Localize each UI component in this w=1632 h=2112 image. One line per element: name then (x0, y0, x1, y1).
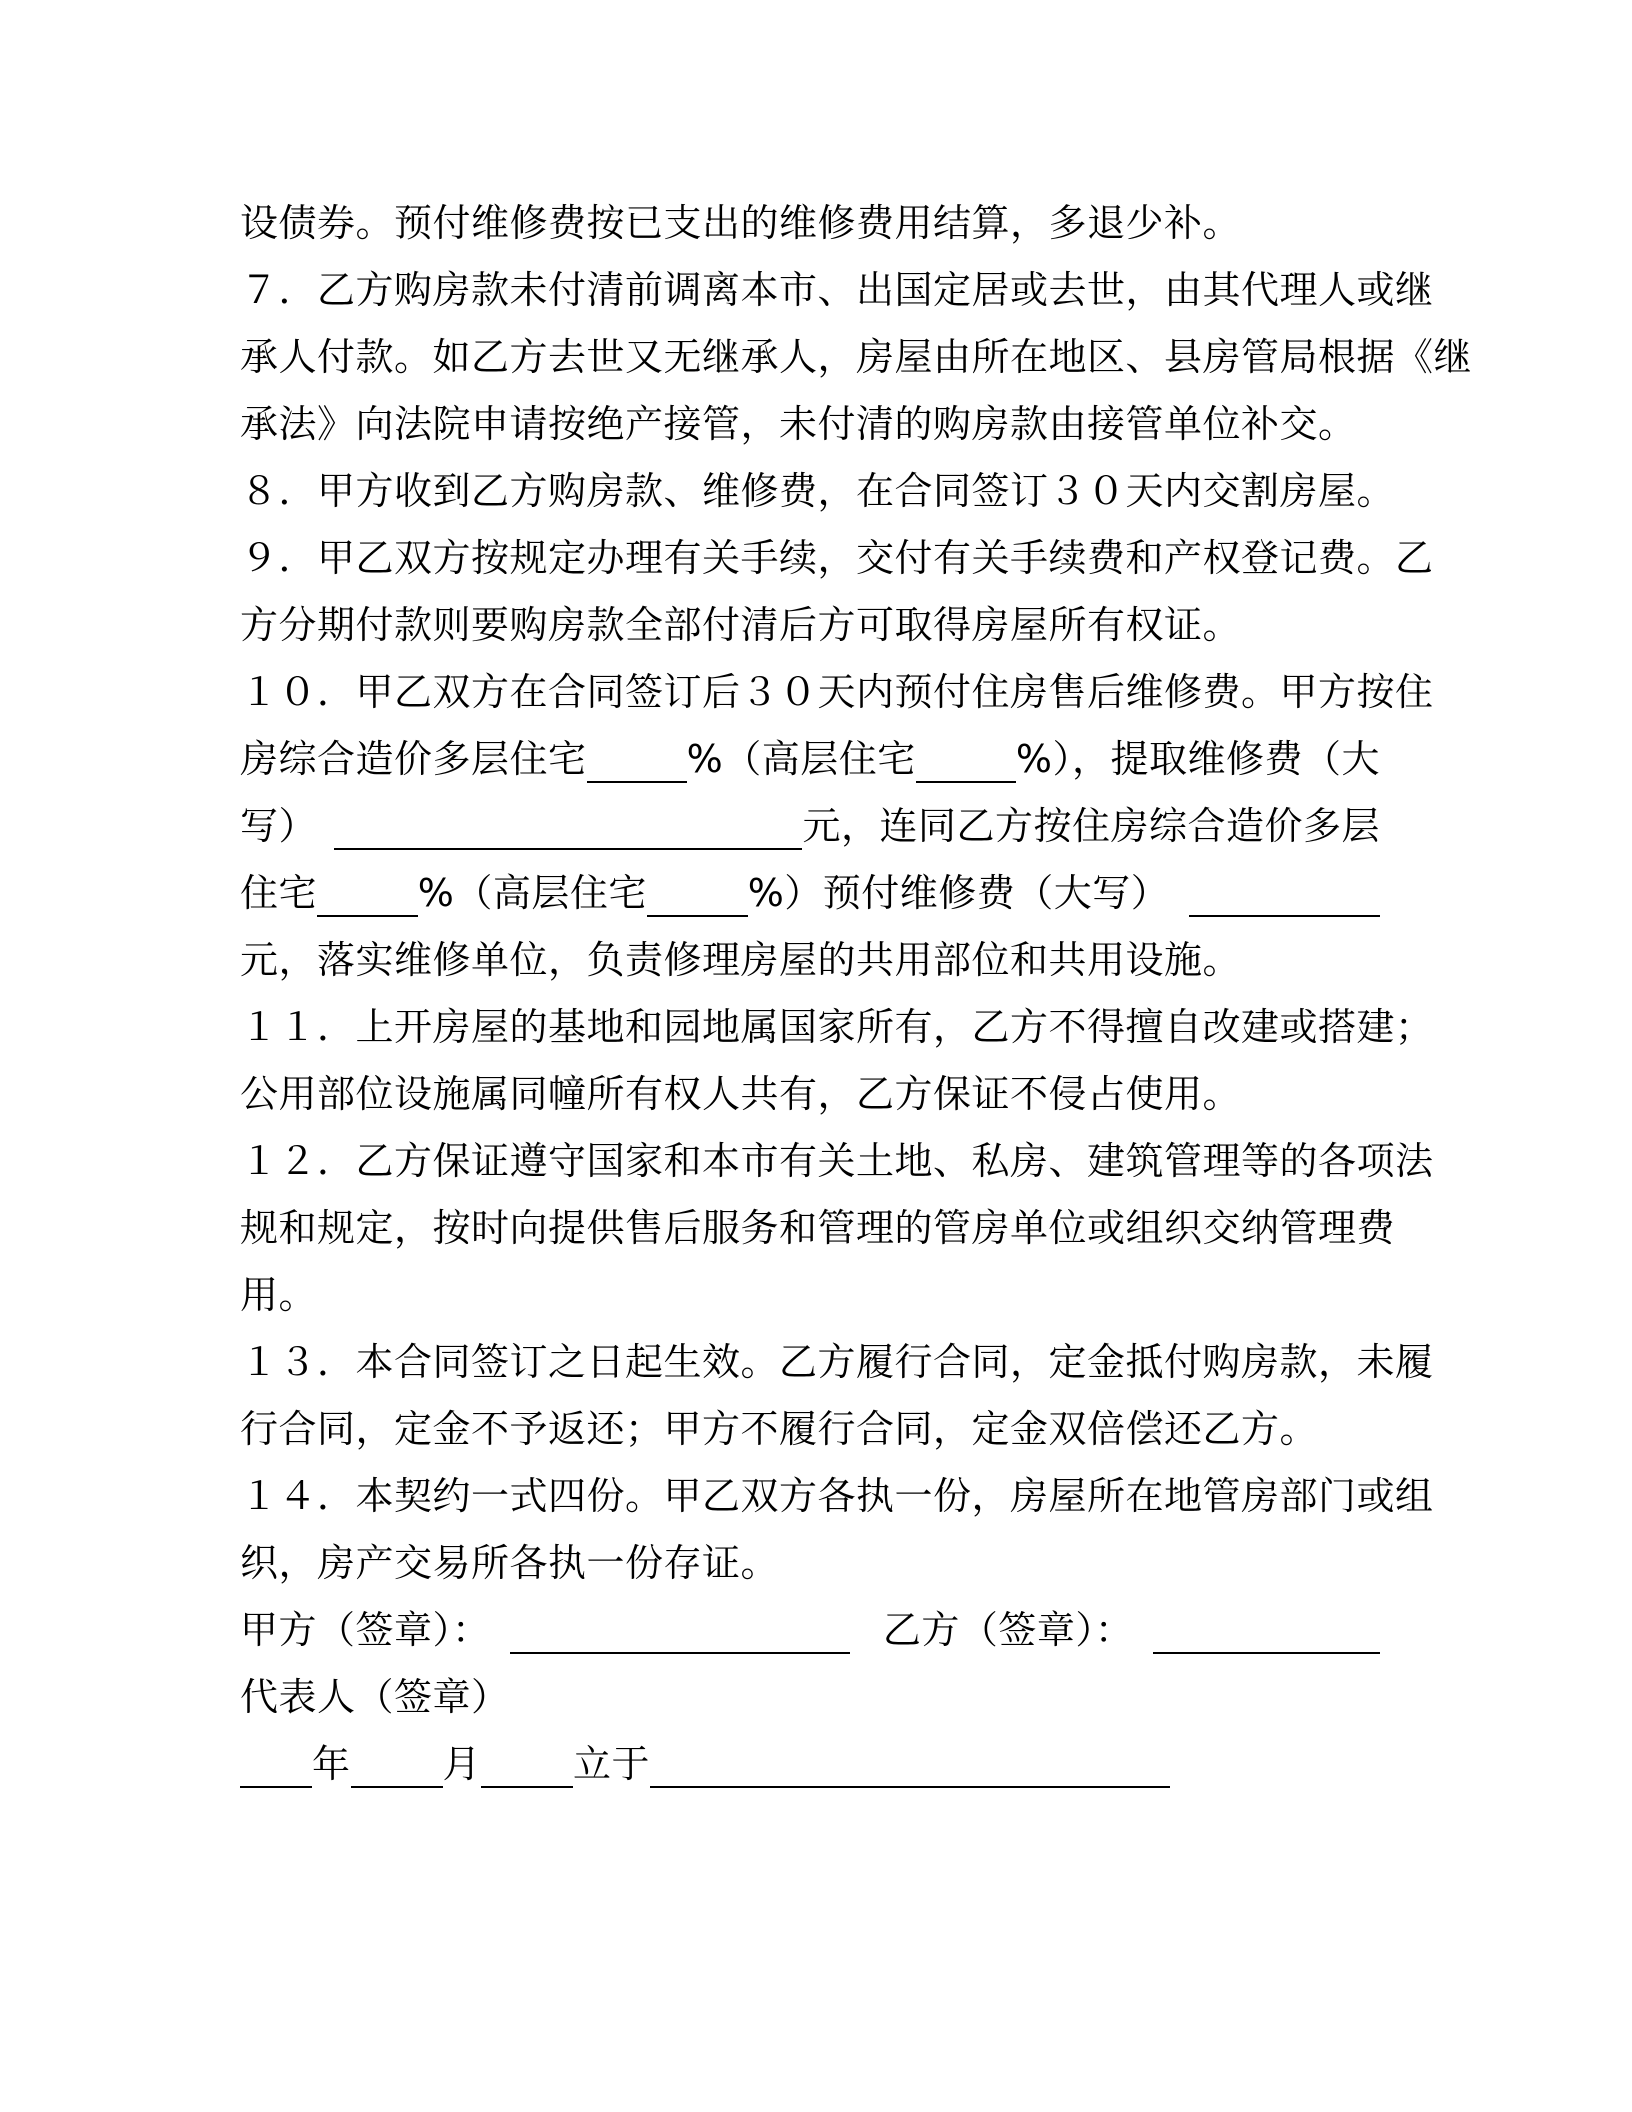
party-a-signature-blank[interactable] (510, 1608, 850, 1654)
text-segment: 写） (240, 804, 318, 848)
text-line: 用。 (240, 1273, 318, 1317)
text-line: 织，房产交易所各执一份存证。 (240, 1541, 780, 1585)
month-blank[interactable] (351, 1742, 443, 1788)
buyer-multi-storey-rate-blank[interactable] (317, 871, 418, 917)
clause-10-rate-line (240, 726, 1380, 793)
clause-10-prepay-line (240, 860, 1380, 927)
day-blank[interactable] (481, 1742, 573, 1788)
month-label: 月 (442, 1742, 482, 1786)
clause-8-line: ８．甲方收到乙方购房款、维修费，在合同签订３０天内交割房屋。 (240, 469, 1396, 513)
text-segment: %（高层住宅 (686, 737, 916, 781)
established-at-label: 立于 (573, 1742, 651, 1786)
party-a-signature-label: 甲方（签章）： (240, 1608, 491, 1652)
text-line: 元，落实维修单位，负责修理房屋的共用部位和共用设施。 (240, 938, 1242, 982)
clause-7-line: ７．乙方购房款未付清前调离本市、出国定居或去世，由其代理人或继 (240, 268, 1434, 312)
text-line: 规和规定，按时向提供售后服务和管理的管房单位或组织交纳管理费 (240, 1206, 1396, 1250)
text-line: 承法》向法院申请按绝产接管，未付清的购房款由接管单位补交。 (240, 402, 1357, 446)
text-line: 公用部位设施属同幢所有权人共有，乙方保证不侵占使用。 (240, 1072, 1242, 1116)
text-segment: 房综合造价多层住宅 (240, 737, 587, 781)
buyer-high-rise-rate-blank[interactable] (647, 871, 748, 917)
text-segment: %），提取维修费（大 (1015, 737, 1380, 781)
year-label: 年 (312, 1742, 351, 1786)
text-segment: 元，连同乙方按住房综合造价多层 (802, 804, 1380, 848)
clause-14-line: １４．本契约一式四份。甲乙双方各执一份，房屋所在地管房部门或组 (240, 1474, 1434, 1518)
place-blank[interactable] (650, 1742, 1170, 1788)
signature-row (240, 1597, 1380, 1664)
party-b-signature-label: 乙方（签章）： (882, 1608, 1134, 1652)
party-b-signature-blank[interactable] (1153, 1608, 1380, 1654)
text-line: 方分期付款则要购房款全部付清后方可取得房屋所有权证。 (240, 603, 1242, 647)
clause-11-line: １１．上开房屋的基地和园地属国家所有，乙方不得擅自改建或搭建； (240, 1005, 1434, 1049)
clause-12-line: １２．乙方保证遵守国家和本市有关土地、私房、建筑管理等的各项法 (240, 1139, 1434, 1183)
text-line: 承人付款。如乙方去世又无继承人，房屋由所在地区、县房管局根据《继 (240, 335, 1473, 379)
representative-signature-label: 代表人（签章） (240, 1675, 510, 1719)
contract-page (240, 190, 1473, 1798)
year-blank[interactable] (240, 1742, 312, 1788)
text-line: 行合同，定金不予返还；甲方不履行合同，定金双倍偿还乙方。 (240, 1407, 1319, 1451)
text-segment: 住宅 (240, 871, 318, 915)
prepaid-fee-amount-blank[interactable] (1189, 871, 1380, 917)
text-line: 设债券。预付维修费按已支出的维修费用结算，多退少补。 (240, 201, 1242, 245)
clause-9-line: ９．甲乙双方按规定办理有关手续，交付有关手续费和产权登记费。乙 (240, 536, 1434, 580)
multi-storey-rate-blank[interactable] (587, 737, 687, 783)
clause-13-line: １３．本合同签订之日起生效。乙方履行合同，定金抵付购房款，未履 (240, 1340, 1434, 1384)
maintenance-fee-amount-blank[interactable] (334, 804, 802, 850)
text-segment: %）预付维修费（大写） (747, 871, 1170, 915)
date-place-row (240, 1731, 1380, 1798)
clause-10-amount-line (240, 793, 1380, 860)
clause-10-line: １０．甲乙双方在合同签订后３０天内预付住房售后维修费。甲方按住 (240, 670, 1434, 714)
text-segment: %（高层住宅 (417, 871, 647, 915)
high-rise-rate-blank[interactable] (916, 737, 1016, 783)
